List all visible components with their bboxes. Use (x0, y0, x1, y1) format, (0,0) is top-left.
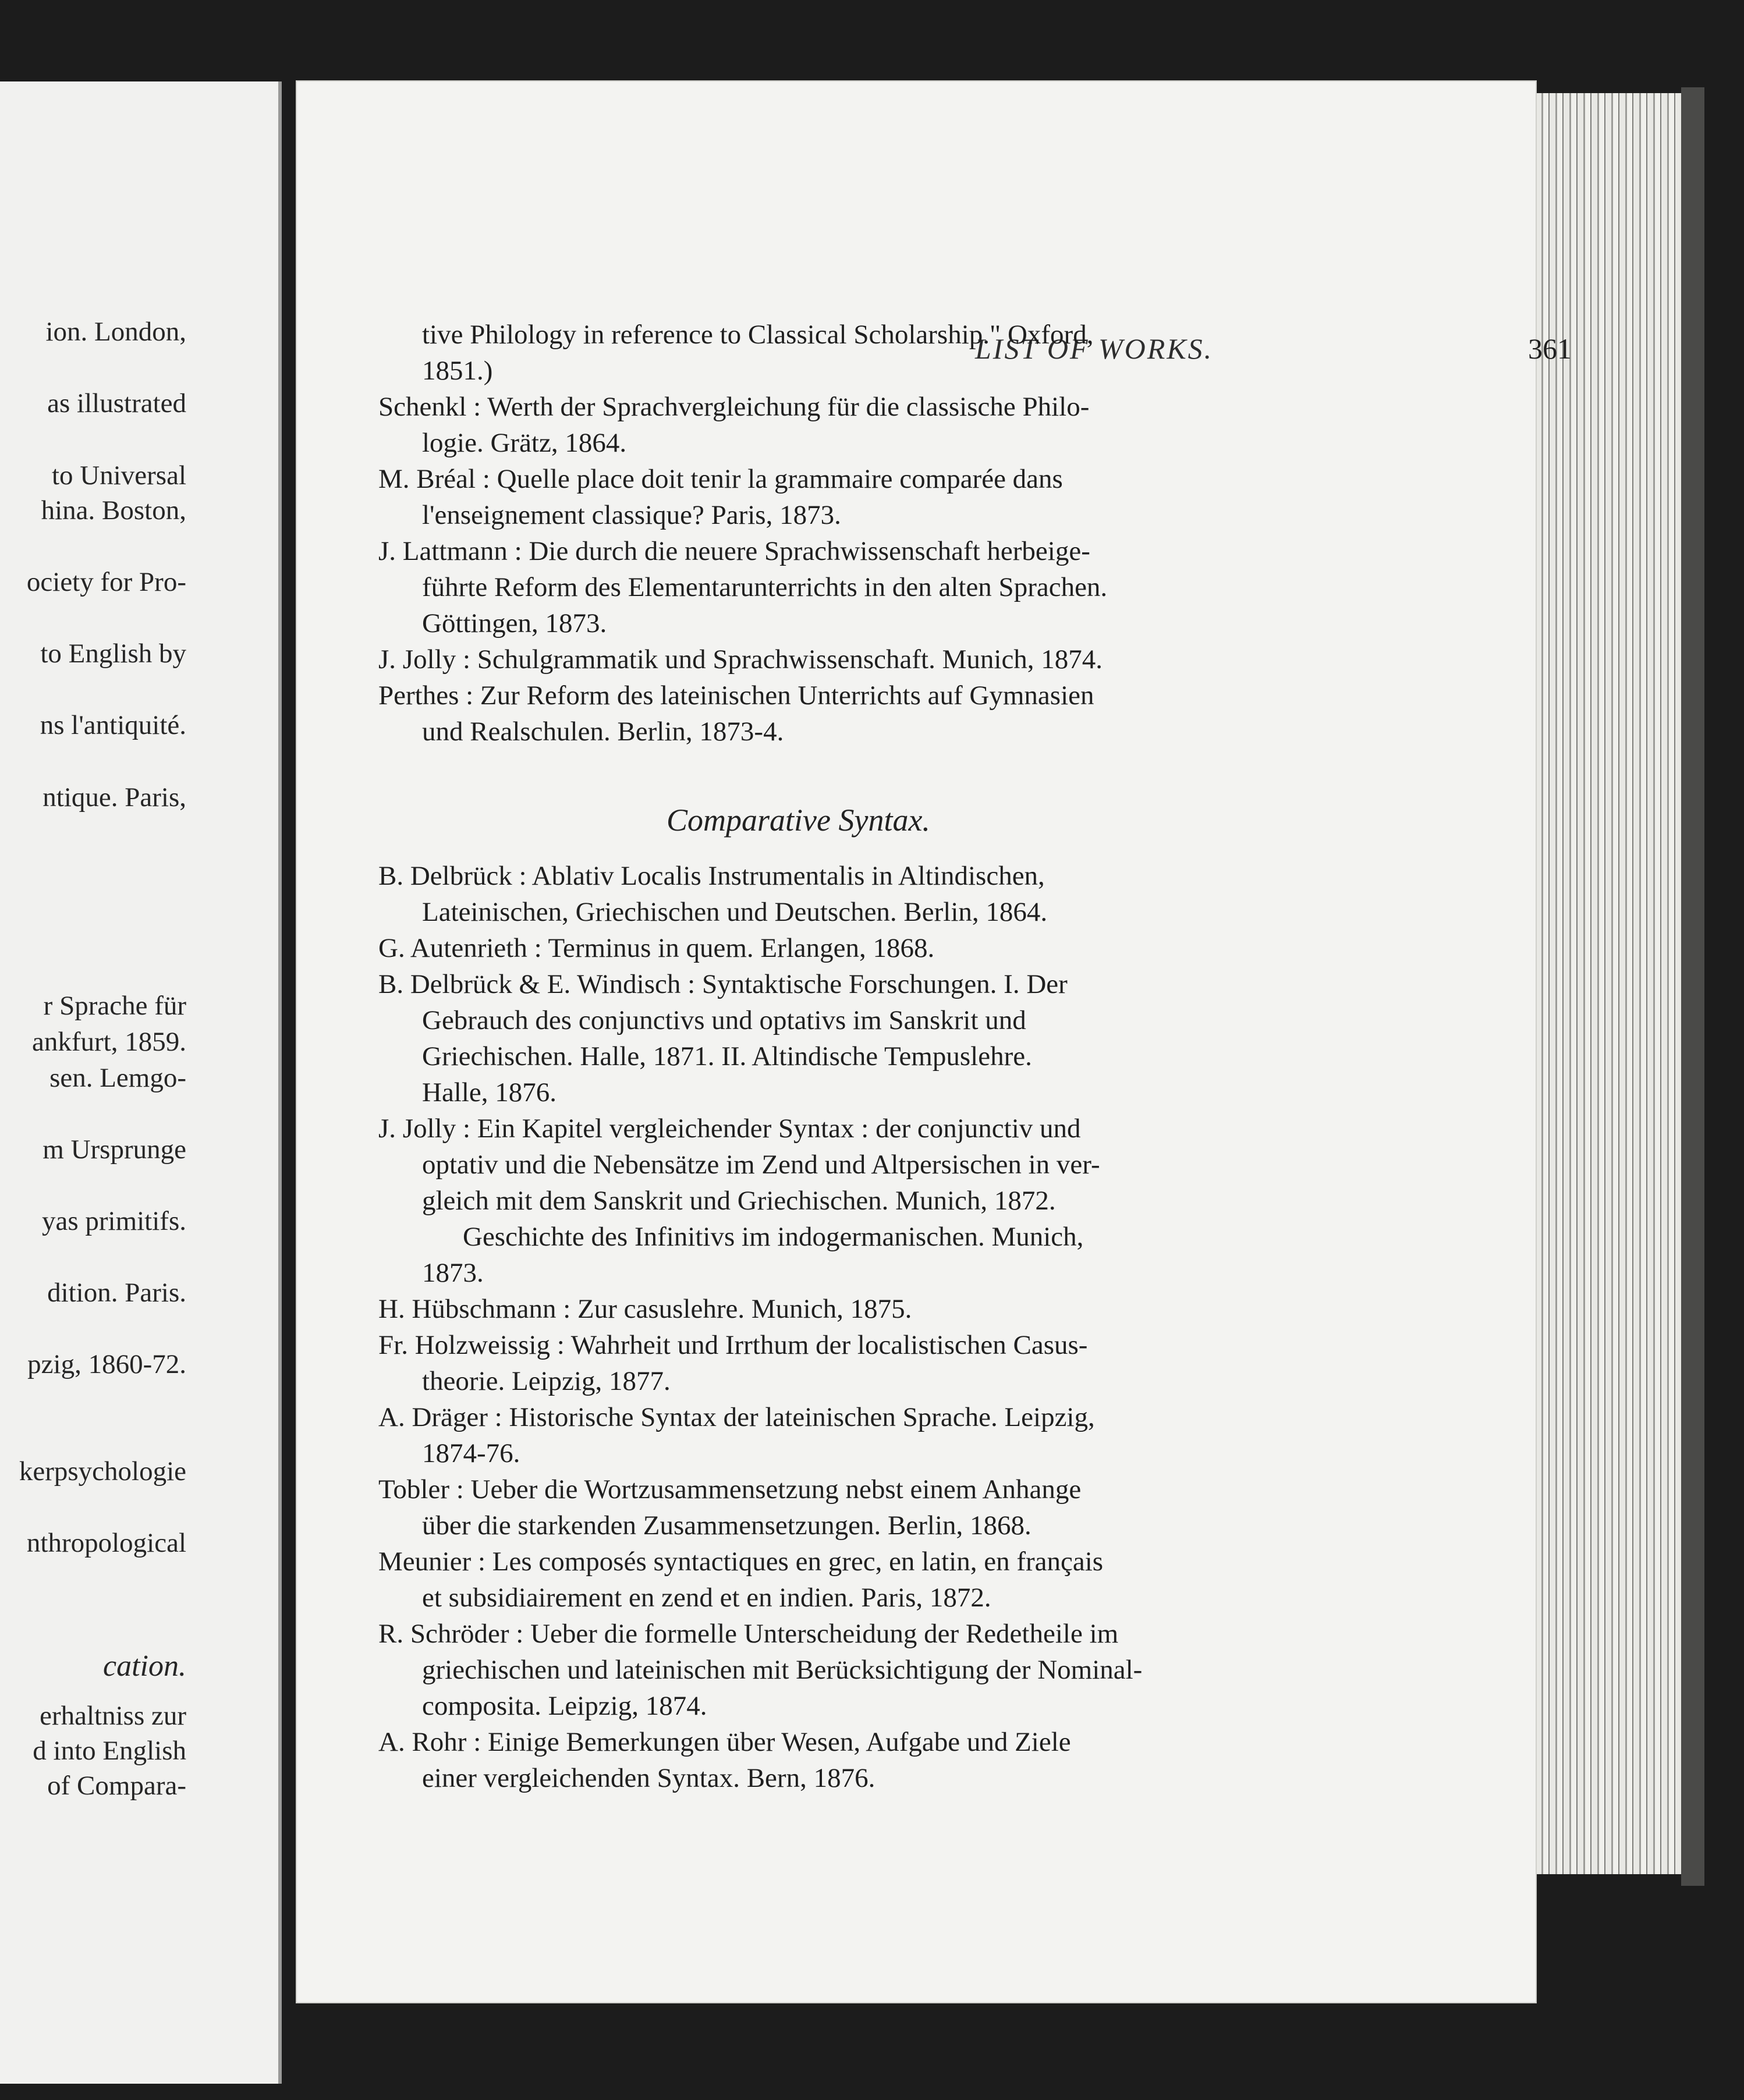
entry-line: Tobler : Ueber die Wortzusammensetzung nebst einem Anhange (378, 1474, 1082, 1505)
entry-line: über die starkenden Zusammensetzungen. Berlin, 1868. (422, 1510, 1031, 1541)
entry-line: l'enseignement classique? Paris, 1873. (422, 500, 841, 530)
left-line: d into English (33, 1736, 186, 1766)
left-line: to Universal (51, 460, 186, 491)
left-line: ociety for Pro- (26, 567, 186, 597)
entry-line: J. Jolly : Ein Kapitel vergleichender Syntax : der conjunctiv und (378, 1113, 1081, 1144)
running-header: LIST OF WORKS. (975, 332, 1214, 365)
left-line: m Ursprunge (42, 1134, 186, 1165)
entry-line: R. Schröder : Ueber die formelle Unterscheidung der Redetheile im (378, 1619, 1119, 1649)
page-number: 361 (1528, 332, 1572, 365)
entry-line: griechischen und lateinischen mit Berücksichtigung der Nominal- (422, 1655, 1143, 1685)
entry-line: Fr. Holzweissig : Wahrheit und Irrthum der localistischen Casus- (378, 1330, 1088, 1360)
entry-line: A. Dräger : Historische Syntax der lateinischen Sprache. Leipzig, (378, 1402, 1095, 1432)
book-edge-shadow (1681, 87, 1704, 1886)
entry-line: Halle, 1876. (422, 1077, 557, 1108)
entry-line: tive Philology in reference to Classical Scholarship." Oxford, (422, 320, 1094, 350)
left-line: ankfurt, 1859. (32, 1027, 186, 1057)
left-line: ion. London, (45, 317, 186, 347)
entry-line: composita. Leipzig, 1874. (422, 1691, 707, 1721)
entry-line: B. Delbrück & E. Windisch : Syntaktische Forschungen. I. Der (378, 969, 1068, 999)
entry-line: 1874-76. (422, 1438, 520, 1468)
left-line: yas primitifs. (41, 1206, 186, 1236)
entry-line: Geschichte des Infinitivs im indogermanischen. Munich, (463, 1222, 1084, 1252)
entry-line: Schenkl : Werth der Sprachvergleichung für die classische Philo- (378, 392, 1090, 422)
entry-line: logie. Grätz, 1864. (422, 428, 627, 458)
entry-line: einer vergleichenden Syntax. Bern, 1876. (422, 1763, 875, 1793)
left-line: to English by (40, 638, 186, 669)
entry-line: Meunier : Les composés syntactiques en grec, en latin, en français (378, 1546, 1104, 1577)
entry-line: M. Bréal : Quelle place doit tenir la grammaire comparée dans (378, 464, 1063, 494)
entry-line: theorie. Leipzig, 1877. (422, 1366, 671, 1396)
entry-line: und Realschulen. Berlin, 1873-4. (422, 716, 784, 747)
left-line: ns l'antiquité. (40, 710, 186, 740)
entry-line: H. Hübschmann : Zur casuslehre. Munich, 1875. (378, 1294, 912, 1324)
entry-line: gleich mit dem Sanskrit und Griechischen. Munich, 1872. (422, 1186, 1056, 1216)
left-line: cation. (103, 1650, 186, 1683)
left-page (0, 81, 282, 2084)
left-line: pzig, 1860-72. (27, 1349, 186, 1379)
left-line: hina. Boston, (41, 495, 186, 526)
section-heading: Comparative Syntax. (667, 803, 930, 838)
left-line: erhaltniss zur (40, 1701, 186, 1731)
entry-line: et subsidiairement en zend et en indien. Paris, 1872. (422, 1583, 991, 1613)
left-line: r Sprache für (43, 991, 186, 1021)
entry-line: 1873. (422, 1258, 484, 1288)
left-line: kerpsychologie (19, 1456, 186, 1487)
left-line: of Compara- (47, 1771, 186, 1801)
entry-line: A. Rohr : Einige Bemerkungen über Wesen, Aufgabe und Ziele (378, 1727, 1071, 1757)
left-line: nthropological (26, 1528, 186, 1558)
entry-line: Lateinischen, Griechischen und Deutschen. Berlin, 1864. (422, 897, 1048, 927)
left-line: sen. Lemgo- (49, 1063, 186, 1093)
left-line: dition. Paris. (47, 1278, 186, 1308)
entry-line: G. Autenrieth : Terminus in quem. Erlangen, 1868. (378, 933, 935, 963)
entry-line: Gebrauch des conjunctivs und optativs im Sanskrit und (422, 1005, 1026, 1035)
left-line: ntique. Paris, (42, 782, 186, 813)
entry-line: J. Lattmann : Die durch die neuere Sprachwissenschaft herbeige- (378, 536, 1090, 566)
entry-line: J. Jolly : Schulgrammatik und Sprachwissenschaft. Munich, 1874. (378, 644, 1103, 675)
entry-line: 1851.) (422, 356, 493, 386)
left-line: as illustrated (47, 388, 186, 418)
entry-line: führte Reform des Elementarunterrichts in den alten Sprachen. (422, 572, 1108, 602)
entry-line: Göttingen, 1873. (422, 608, 607, 638)
entry-line: B. Delbrück : Ablativ Localis Instrumentalis in Altindischen, (378, 861, 1045, 891)
entry-line: Griechischen. Halle, 1871. II. Altindische Tempuslehre. (422, 1041, 1032, 1072)
entry-line: Perthes : Zur Reform des lateinischen Unterrichts auf Gymnasien (378, 680, 1094, 711)
entry-line: optativ und die Nebensätze im Zend und Altpersischen in ver- (422, 1150, 1100, 1180)
book-page (297, 81, 1572, 2002)
